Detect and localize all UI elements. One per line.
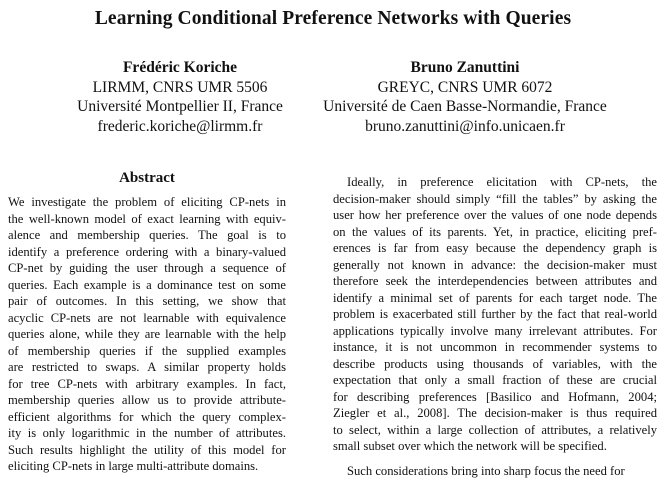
text-line: user how her preference over the values of one node depends bbox=[333, 207, 657, 224]
text-line: small subset over which the network will be specified. bbox=[333, 438, 657, 455]
text-line: to select, within a large collection of attributes, a relatively bbox=[333, 422, 657, 439]
abstract-heading: Abstract bbox=[8, 170, 286, 187]
text-line: CP-net by guiding the user through a sequence of bbox=[8, 260, 286, 277]
text-line: applications typically involve many irrelevant attributes. For bbox=[333, 323, 657, 340]
author-institution: Université de Caen Basse-Normandie, France bbox=[310, 97, 620, 117]
author-affiliation: GREYC, CNRS UMR 6072 bbox=[310, 78, 620, 98]
text-line: instance, it is not uncommon in recommender systems to bbox=[333, 339, 657, 356]
abstract-text bbox=[8, 194, 286, 475]
text-line: for describing preferences [Basilico and Hofmann, 2004; bbox=[333, 389, 657, 406]
text-line: identify a preference ordering with a binary-valued bbox=[8, 244, 286, 261]
author-affiliation: LIRMM, CNRS UMR 5506 bbox=[40, 78, 320, 98]
text-line: generally not known in advance: the decision-maker must bbox=[333, 257, 657, 274]
text-line: the well-known model of exact learning with equiv- bbox=[8, 211, 286, 228]
text-line: therefore seek the interdependencies between attributes and bbox=[333, 273, 657, 290]
paper-title: Learning Conditional Preference Networks with Queries bbox=[0, 8, 666, 30]
text-line: expectation that only a small fraction of these are crucial bbox=[333, 372, 657, 389]
text-line: alence and membership queries. The goal is to bbox=[8, 227, 286, 244]
author-institution: Université Montpellier II, France bbox=[40, 97, 320, 117]
author-name: Bruno Zanuttini bbox=[310, 58, 620, 78]
author-name: Frédéric Koriche bbox=[40, 58, 320, 78]
text-line: pair of outcomes. In this setting, we show that bbox=[8, 293, 286, 310]
introduction-text bbox=[333, 174, 657, 479]
text-line: erences is far from easy because the dependency graph is bbox=[333, 240, 657, 257]
text-line: queries alone, while they are learnable with the help bbox=[8, 326, 286, 343]
text-line: Ideally, in preference elicitation with CP-nets, the bbox=[333, 174, 657, 191]
text-line: problem is exacerbated still further by the fact that real-world bbox=[333, 306, 657, 323]
text-line: are restricted to swaps. A similar property holds bbox=[8, 359, 286, 376]
text-line: queries. Each example is a dominance test on some bbox=[8, 277, 286, 294]
author-block-zanuttini bbox=[310, 58, 620, 136]
author-block-koriche bbox=[40, 58, 320, 136]
text-line: membership queries allow us to provide attribute- bbox=[8, 392, 286, 409]
text-line: Such results highlight the utility of this model for bbox=[8, 442, 286, 459]
text-line: eliciting CP-nets in large multi-attribute domains. bbox=[8, 458, 286, 475]
text-line: Such considerations bring into sharp focus the need for bbox=[333, 463, 657, 479]
text-line: of membership queries if the supplied examples bbox=[8, 343, 286, 360]
text-line: We investigate the problem of eliciting CP-nets in bbox=[8, 194, 286, 211]
text-line: identify a minimal set of parents for each target node. The bbox=[333, 290, 657, 307]
text-line: acyclic CP-nets are not learnable with equivalence bbox=[8, 310, 286, 327]
text-line: Ziegler et al., 2008]. The decision-maker is thus required bbox=[333, 405, 657, 422]
text-line: describe products using thousands of variables, with the bbox=[333, 356, 657, 373]
author-email[interactable]: bruno.zanuttini@info.unicaen.fr bbox=[310, 117, 620, 137]
text-line: efficient algorithms for which the query complex- bbox=[8, 409, 286, 426]
author-email[interactable]: frederic.koriche@lirmm.fr bbox=[40, 117, 320, 137]
text-line: on the values of its parents. Yet, in practice, eliciting pref- bbox=[333, 224, 657, 241]
text-line: decision-maker should simply “fill the tables” by asking the bbox=[333, 191, 657, 208]
text-line: for tree CP-nets with arbitrary examples. In fact, bbox=[8, 376, 286, 393]
text-line: ity is only logarithmic in the number of attributes. bbox=[8, 425, 286, 442]
